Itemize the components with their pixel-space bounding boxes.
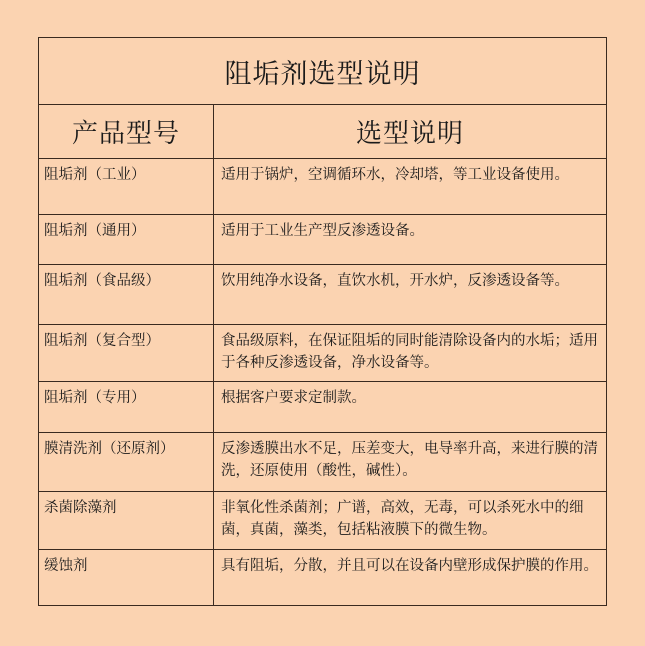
product-desc-cell: 适用于锅炉，空调循环水，冷却塔，等工业设备使用。 <box>214 159 607 215</box>
product-desc-cell: 非氧化性杀菌剂；广谱，高效，无毒，可以杀死水中的细菌，真菌，藻类，包括粘液膜下的微生物。 <box>214 492 607 550</box>
product-name-cell: 杀菌除藻剂 <box>39 492 214 550</box>
selection-table-container <box>38 37 606 606</box>
product-desc-cell: 适用于工业生产型反渗透设备。 <box>214 215 607 265</box>
table-row <box>39 433 607 492</box>
table-row <box>39 492 607 550</box>
table-row <box>39 265 607 325</box>
product-desc-cell: 根据客户要求定制款。 <box>214 382 607 433</box>
header-product-model: 产品型号 <box>39 105 214 159</box>
product-name-cell: 缓蚀剂 <box>39 550 214 606</box>
header-selection-note: 选型说明 <box>214 105 607 159</box>
table-row <box>39 159 607 215</box>
table-row <box>39 215 607 265</box>
table-row <box>39 550 607 606</box>
product-name-cell: 阻垢剂（通用） <box>39 215 214 265</box>
product-desc-cell: 具有阻垢，分散，并且可以在设备内壁形成保护膜的作用。 <box>214 550 607 606</box>
product-name-cell: 阻垢剂（食品级） <box>39 265 214 325</box>
table-title: 阻垢剂选型说明 <box>39 38 607 105</box>
product-desc-cell: 食品级原料，在保证阻垢的同时能清除设备内的水垢；适用于各种反渗透设备，净水设备等。 <box>214 325 607 382</box>
product-desc-cell: 饮用纯净水设备，直饮水机，开水炉，反渗透设备等。 <box>214 265 607 325</box>
selection-table <box>38 37 607 606</box>
table-row <box>39 382 607 433</box>
product-name-cell: 阻垢剂（专用） <box>39 382 214 433</box>
product-name-cell: 膜清洗剂（还原剂） <box>39 433 214 492</box>
table-row <box>39 325 607 382</box>
product-name-cell: 阻垢剂（工业） <box>39 159 214 215</box>
product-name-cell: 阻垢剂（复合型） <box>39 325 214 382</box>
product-desc-cell: 反渗透膜出水不足，压差变大，电导率升高，来进行膜的清洗，还原使用（酸性，碱性）。 <box>214 433 607 492</box>
